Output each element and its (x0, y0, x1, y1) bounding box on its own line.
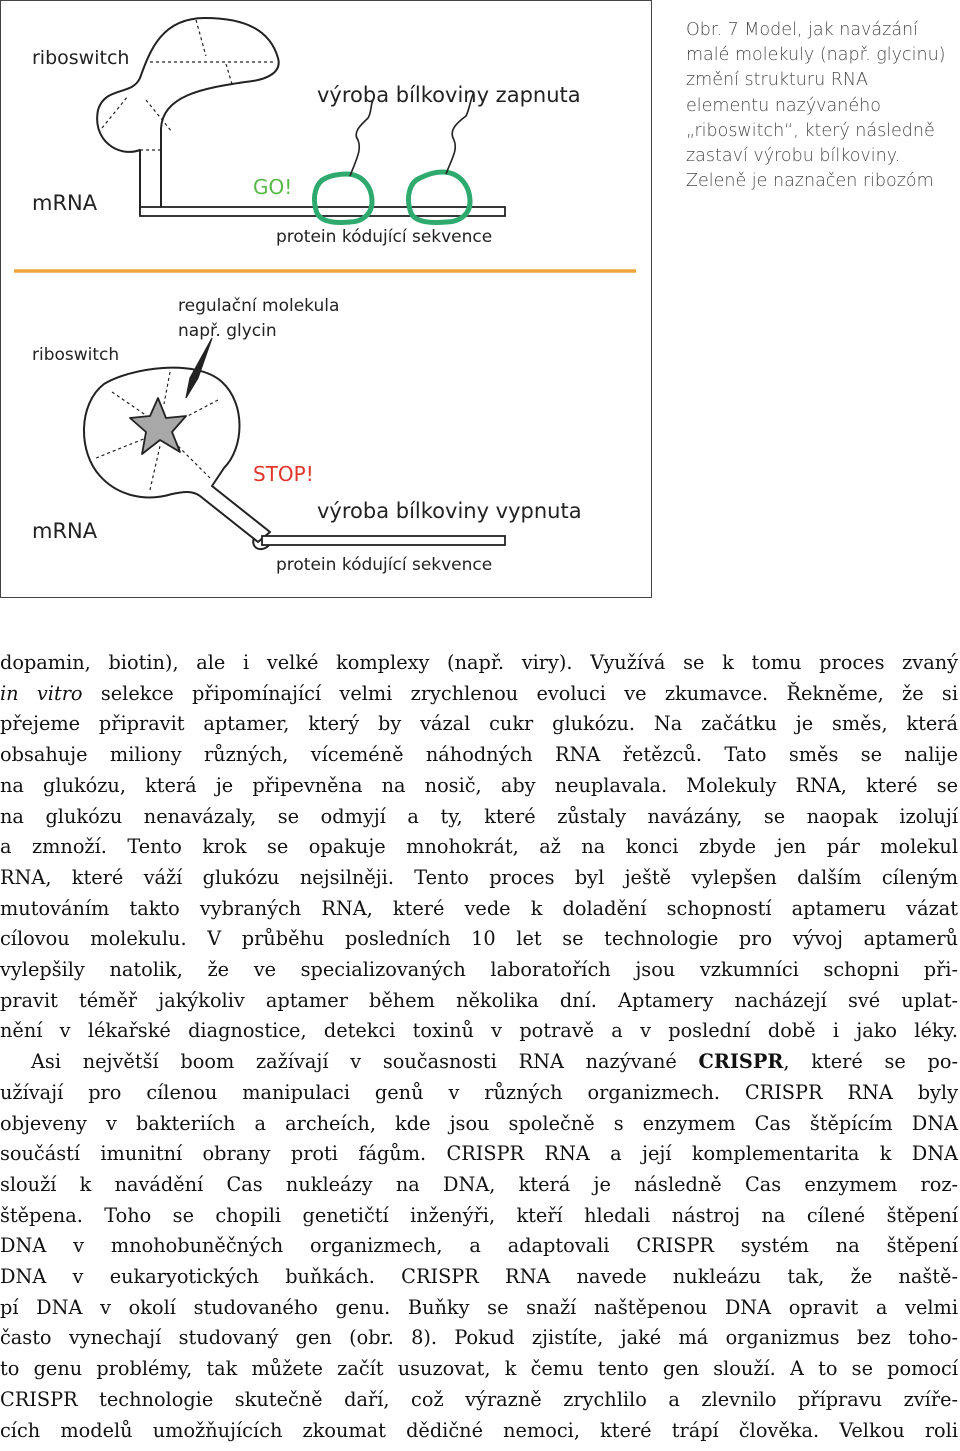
bottom-mrna-label: mRNA (32, 519, 98, 543)
bottom-riboswitch-label: riboswitch (32, 345, 120, 365)
caption-line: malé molekuly (např. glycinu) (686, 45, 946, 66)
caption-line: elementu nazývaného (686, 95, 881, 116)
body-line: DNA v mnohobuněčných organizmech, a adaptovali CRISPR systém na štěpení (0, 1234, 958, 1258)
body-line: na glukózu, která je připevněna na nosič, aby neuplavala. Molekuly RNA, které se (0, 773, 958, 797)
body-line: dopamin, biotin), ale i velké komplexy (např. viry). Využívá se k tomu proces zvaný (0, 651, 958, 674)
body-line: cích modelů umožňujících zkoumat dědičné nemoci, které trápí člověka. Velkou roli (0, 1418, 958, 1442)
caption-line: zastaví výrobu bílkoviny. (686, 146, 901, 167)
crispr-term: CRISPR (698, 1050, 784, 1074)
go-label: GO! (253, 175, 293, 199)
stop-label: STOP! (253, 462, 314, 486)
in-vitro-term: in vitro (0, 681, 83, 705)
bottom-coding-label: protein kódující sekvence (276, 555, 493, 575)
body-line: CRISPR technologie skutečně daří, což výrazně zrychlilo a zlevnilo přípravu zvíře- (0, 1387, 958, 1411)
body-line: přejeme připravit aptamer, který by vázal cukr glukózu. Na začátku je směs, která (0, 712, 958, 736)
top-coding-label: protein kódující sekvence (276, 227, 493, 247)
body-line: pravit téměř jakýkoliv aptamer během několika dní. Aptamery nacházejí své uplat- (0, 988, 958, 1012)
riboswitch-figure (0, 0, 660, 600)
caption-line: změní strukturu RNA (686, 70, 868, 91)
body-line: nění v lékařské diagnostice, detekci toxinů v potravě a v poslední době i jako léky. (0, 1019, 958, 1043)
body-line: objeveny v bakteriích a archeích, kde jsou společně s enzymem Cas štěpícím DNA (0, 1111, 958, 1135)
body-line: to genu problémy, tak můžete začít usuzovat, k čemu tento gen slouží. A to se pomocí (0, 1357, 958, 1381)
caption-line: „riboswitch“, který následně (686, 120, 935, 141)
body-line: mutováním takto vybraných RNA, které vede k doladění schopností aptameru vázat (0, 896, 958, 920)
body-line: součástí imunitní obrany proti fágům. CRISPR RNA a její komplementarita k DNA (0, 1142, 958, 1166)
bottom-mrna-strand (262, 536, 505, 545)
top-mrna-label: mRNA (32, 191, 98, 215)
body-line: na glukózu nenavázaly, se odmyjí a ty, které zůstaly navázány, se naopak izolují (0, 804, 958, 828)
body-line: a zmnoží. Tento krok se opakuje mnohokrát, až na konci zbyde jen pár molekul (0, 835, 958, 859)
glycine-molecule (130, 398, 186, 454)
body-line-start: Asi největší boom zažívají v současnosti RNA nazývané (31, 1050, 699, 1074)
regulator-label-1: regulační molekula (178, 296, 340, 316)
body-line: obsahuje miliony různých, víceméně náhodných RNA řetězců. Tato směs se nalije (0, 743, 958, 767)
body-line: DNA v eukaryotických buňkách. CRISPR RNA navede nukleázu tak, že naště- (0, 1265, 958, 1289)
body-line: užívají pro cílenou manipulaci genů v různých organizmech. CRISPR RNA byly (0, 1080, 958, 1104)
regulator-label-2: např. glycin (178, 321, 277, 341)
figure-caption (686, 18, 958, 194)
bottom-riboswitch-structure (84, 368, 270, 542)
body-line: vylepšily natolik, že ve specializovaných laboratořích jsou vzkumníci schopni při- (0, 958, 958, 982)
body-line-rest: selekce připomínající velmi zrychlenou evoluci ve zkumavce. Řekněme, že si (82, 681, 958, 705)
body-text (0, 648, 958, 1446)
body-line: pí DNA v okolí studovaného genu. Buňky se snaží naštěpenou DNA opravit a velmi (0, 1295, 958, 1319)
top-status-label: výroba bílkoviny zapnuta (317, 83, 581, 107)
body-line: štěpena. Toho se chopili genetičtí inženýři, kteří hledali nástroj na cílené štěpení (0, 1203, 958, 1227)
body-line (0, 679, 958, 710)
caption-line: Obr. 7 Model, jak navázání (686, 20, 919, 40)
peptide-chain-1 (350, 98, 374, 176)
bottom-status-label: výroba bílkoviny vypnuta (317, 499, 582, 523)
body-line: RNA, které váží glukózu nejsilněji. Tento proces byl ještě vylepšen dalším cíleným (0, 865, 958, 889)
top-mrna-strand (140, 207, 505, 216)
body-line-end: , které se po- (783, 1050, 958, 1074)
caption-line: Zeleně je naznačen ribozóm (686, 171, 934, 192)
body-line: často vynechají studovaný gen (obr. 8). Pokud zjistíte, jaké má organizmus bez toho- (0, 1326, 958, 1350)
body-line: slouží k navádění Cas nukleázy na DNA, která je následně Cas enzymem roz- (0, 1172, 958, 1196)
body-line (0, 1047, 958, 1078)
top-riboswitch-label: riboswitch (32, 47, 130, 69)
body-line: cílovou molekulu. V průběhu posledních 10 let se technologie pro vývoj aptamerů (0, 927, 958, 951)
